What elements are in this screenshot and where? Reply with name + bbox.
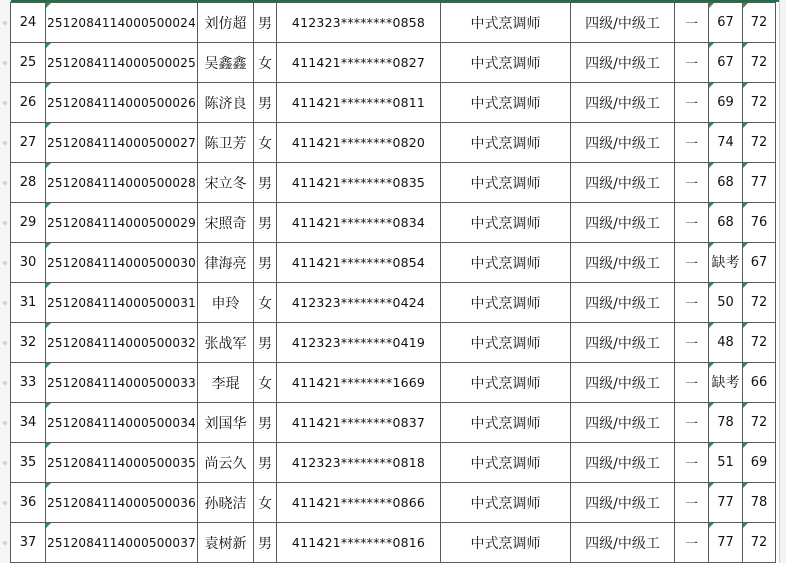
table-row [11,123,776,163]
occupation-cell[interactable]: 中式烹调师 [441,523,571,563]
gender-cell[interactable]: 男 [254,243,277,283]
level-cell[interactable]: 四级/中级工 [571,483,675,523]
category-cell[interactable]: 一 [675,443,709,483]
occupation-cell[interactable]: 中式烹调师 [441,43,571,83]
row-index-cell[interactable]: 27 [11,123,46,163]
level-cell[interactable]: 四级/中级工 [571,123,675,163]
category-cell[interactable]: 一 [675,323,709,363]
row-marker-icon [3,541,7,545]
row-index-cell[interactable]: 30 [11,243,46,283]
occupation-cell[interactable]: 中式烹调师 [441,123,571,163]
gender-cell[interactable]: 男 [254,203,277,243]
name-cell[interactable]: 刘仿超 [198,3,254,43]
row-marker-icon [3,261,7,265]
category-cell[interactable]: 一 [675,363,709,403]
practical-score-cell[interactable]: 72 [743,83,776,123]
exam-number-cell[interactable]: 2512084114000500030 [46,243,198,283]
row-index-cell[interactable]: 26 [11,83,46,123]
row-index-cell[interactable]: 36 [11,483,46,523]
id-number-cell[interactable]: 411421********0854 [277,243,441,283]
row-index-cell[interactable]: 37 [11,523,46,563]
row-index-cell[interactable]: 35 [11,443,46,483]
row-index-cell[interactable]: 29 [11,203,46,243]
name-cell[interactable]: 申玲 [198,283,254,323]
category-cell[interactable]: 一 [675,243,709,283]
vertical-scrollbar[interactable] [779,0,786,563]
occupation-cell[interactable]: 中式烹调师 [441,163,571,203]
theory-score-cell[interactable]: 77 [709,523,743,563]
id-number-cell[interactable]: 411421********0834 [277,203,441,243]
row-marker-icon [3,181,7,185]
row-index-cell[interactable]: 25 [11,43,46,83]
gender-cell[interactable]: 男 [254,523,277,563]
data-table [10,2,776,563]
gender-cell[interactable]: 女 [254,483,277,523]
gender-cell[interactable]: 男 [254,403,277,443]
practical-score-cell[interactable]: 72 [743,123,776,163]
name-cell[interactable]: 陈济良 [198,83,254,123]
level-cell[interactable]: 四级/中级工 [571,323,675,363]
occupation-cell[interactable]: 中式烹调师 [441,363,571,403]
practical-score-cell[interactable]: 72 [743,3,776,43]
id-number-cell[interactable]: 411421********0835 [277,163,441,203]
row-marker-icon [3,341,7,345]
gender-cell[interactable]: 男 [254,83,277,123]
exam-number-cell[interactable]: 2512084114000500037 [46,523,198,563]
theory-score-cell[interactable]: 67 [709,3,743,43]
occupation-cell[interactable]: 中式烹调师 [441,403,571,443]
practical-score-cell[interactable]: 72 [743,323,776,363]
table-row [11,163,776,203]
practical-score-cell[interactable]: 76 [743,203,776,243]
theory-score-cell[interactable]: 77 [709,483,743,523]
row-marker-icon [3,301,7,305]
table-row [11,283,776,323]
row-index-cell[interactable]: 31 [11,283,46,323]
level-cell[interactable]: 四级/中级工 [571,203,675,243]
category-cell[interactable]: 一 [675,403,709,443]
row-marker-icon [3,421,7,425]
row-marker-icon [3,141,7,145]
exam-number-cell[interactable]: 2512084114000500028 [46,163,198,203]
theory-score-cell[interactable]: 74 [709,123,743,163]
theory-score-cell[interactable]: 69 [709,83,743,123]
theory-score-cell[interactable]: 68 [709,203,743,243]
id-number-cell[interactable]: 411421********0866 [277,483,441,523]
theory-score-cell[interactable]: 78 [709,403,743,443]
id-number-cell[interactable]: 412323********0424 [277,283,441,323]
level-cell[interactable]: 四级/中级工 [571,83,675,123]
category-cell[interactable]: 一 [675,523,709,563]
practical-score-cell[interactable]: 72 [743,283,776,323]
exam-number-cell[interactable]: 2512084114000500026 [46,83,198,123]
level-cell[interactable]: 四级/中级工 [571,283,675,323]
theory-score-cell[interactable]: 缺考 [709,363,743,403]
category-cell[interactable]: 一 [675,203,709,243]
occupation-cell[interactable]: 中式烹调师 [441,83,571,123]
occupation-cell[interactable]: 中式烹调师 [441,323,571,363]
name-cell[interactable]: 律海亮 [198,243,254,283]
table-row [11,243,776,283]
exam-number-cell[interactable]: 2512084114000500027 [46,123,198,163]
row-index-cell[interactable]: 34 [11,403,46,443]
row-marker-icon [3,21,7,25]
gender-cell[interactable]: 男 [254,3,277,43]
table-row [11,523,776,563]
name-cell[interactable]: 张战军 [198,323,254,363]
practical-score-cell[interactable]: 67 [743,243,776,283]
gender-cell[interactable]: 女 [254,43,277,83]
id-number-cell[interactable]: 412323********0858 [277,3,441,43]
exam-number-cell[interactable]: 2512084114000500033 [46,363,198,403]
occupation-cell[interactable]: 中式烹调师 [441,243,571,283]
row-marker-icon [3,461,7,465]
row-marker-icon [3,61,7,65]
name-cell[interactable]: 尚云久 [198,443,254,483]
table-row [11,203,776,243]
level-cell[interactable]: 四级/中级工 [571,43,675,83]
level-cell[interactable]: 四级/中级工 [571,163,675,203]
table-body [11,3,776,563]
name-cell[interactable]: 宋立冬 [198,163,254,203]
row-index-cell[interactable]: 32 [11,323,46,363]
level-cell[interactable]: 四级/中级工 [571,243,675,283]
theory-score-cell[interactable]: 50 [709,283,743,323]
table-row [11,443,776,483]
exam-number-cell[interactable]: 2512084114000500032 [46,323,198,363]
occupation-cell[interactable]: 中式烹调师 [441,203,571,243]
level-cell[interactable]: 四级/中级工 [571,443,675,483]
category-cell[interactable]: 一 [675,123,709,163]
name-cell[interactable]: 陈卫芳 [198,123,254,163]
id-number-cell[interactable]: 411421********0837 [277,403,441,443]
gender-cell[interactable]: 男 [254,443,277,483]
practical-score-cell[interactable]: 78 [743,483,776,523]
exam-number-cell[interactable]: 2512084114000500031 [46,283,198,323]
category-cell[interactable]: 一 [675,3,709,43]
exam-number-cell[interactable]: 2512084114000500036 [46,483,198,523]
name-cell[interactable]: 吴鑫鑫 [198,43,254,83]
level-cell[interactable]: 四级/中级工 [571,523,675,563]
occupation-cell[interactable]: 中式烹调师 [441,283,571,323]
category-cell[interactable]: 一 [675,283,709,323]
category-cell[interactable]: 一 [675,83,709,123]
row-marker-icon [3,221,7,225]
exam-number-cell[interactable]: 2512084114000500024 [46,3,198,43]
row-index-cell[interactable]: 28 [11,163,46,203]
level-cell[interactable]: 四级/中级工 [571,3,675,43]
id-number-cell[interactable]: 411421********0820 [277,123,441,163]
exam-number-cell[interactable]: 2512084114000500034 [46,403,198,443]
level-cell[interactable]: 四级/中级工 [571,363,675,403]
row-index-cell[interactable]: 33 [11,363,46,403]
row-marker-icon [3,101,7,105]
row-marker-icon [3,501,7,505]
id-number-cell[interactable]: 411421********0816 [277,523,441,563]
name-cell[interactable]: 宋照奇 [198,203,254,243]
category-cell[interactable]: 一 [675,483,709,523]
table-row [11,43,776,83]
theory-score-cell[interactable]: 缺考 [709,243,743,283]
table-row [11,3,776,43]
table-row [11,483,776,523]
category-cell[interactable]: 一 [675,163,709,203]
practical-score-cell[interactable]: 72 [743,403,776,443]
table-row [11,403,776,443]
name-cell[interactable]: 刘国华 [198,403,254,443]
theory-score-cell[interactable]: 67 [709,43,743,83]
id-number-cell[interactable]: 411421********0811 [277,83,441,123]
id-number-cell[interactable]: 411421********1669 [277,363,441,403]
practical-score-cell[interactable]: 66 [743,363,776,403]
occupation-cell[interactable]: 中式烹调师 [441,443,571,483]
level-cell[interactable]: 四级/中级工 [571,403,675,443]
row-marker-icon [3,381,7,385]
gender-cell[interactable]: 女 [254,363,277,403]
exam-number-cell[interactable]: 2512084114000500025 [46,43,198,83]
id-number-cell[interactable]: 412323********0419 [277,323,441,363]
category-cell[interactable]: 一 [675,43,709,83]
practical-score-cell[interactable]: 72 [743,523,776,563]
name-cell[interactable]: 孙晓洁 [198,483,254,523]
exam-number-cell[interactable]: 2512084114000500029 [46,203,198,243]
name-cell[interactable]: 李琨 [198,363,254,403]
occupation-cell[interactable]: 中式烹调师 [441,483,571,523]
exam-number-cell[interactable]: 2512084114000500035 [46,443,198,483]
table-row [11,363,776,403]
name-cell[interactable]: 袁树新 [198,523,254,563]
id-number-cell[interactable]: 412323********0818 [277,443,441,483]
row-index-cell[interactable]: 24 [11,3,46,43]
occupation-cell[interactable]: 中式烹调师 [441,3,571,43]
table-row [11,323,776,363]
practical-score-cell[interactable]: 69 [743,443,776,483]
theory-score-cell[interactable]: 51 [709,443,743,483]
practical-score-cell[interactable]: 77 [743,163,776,203]
gender-cell[interactable]: 女 [254,123,277,163]
practical-score-cell[interactable]: 72 [743,43,776,83]
gender-cell[interactable]: 男 [254,323,277,363]
gender-cell[interactable]: 女 [254,283,277,323]
gender-cell[interactable]: 男 [254,163,277,203]
theory-score-cell[interactable]: 68 [709,163,743,203]
theory-score-cell[interactable]: 48 [709,323,743,363]
id-number-cell[interactable]: 411421********0827 [277,43,441,83]
table-row [11,83,776,123]
